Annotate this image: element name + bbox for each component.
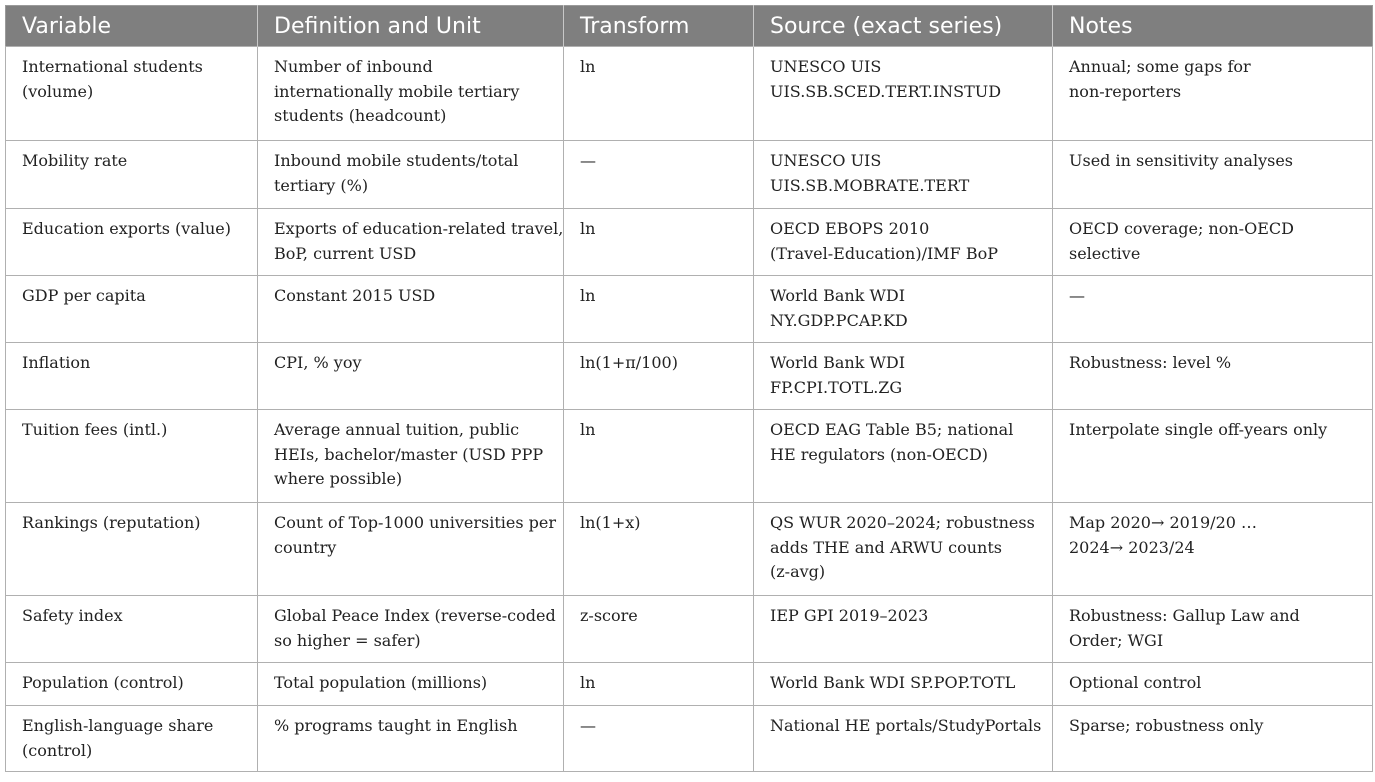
cell-definition — [258, 276, 564, 343]
cell-line: FP.CPI.TOTL.ZG — [770, 377, 903, 397]
cell-variable — [6, 209, 258, 276]
cell-line: UIS.SB.MOBRATE.TERT — [770, 175, 970, 195]
cell-variable — [6, 47, 258, 141]
cell-line: Inbound mobile students/total — [274, 151, 519, 170]
cell-line: country — [274, 537, 337, 557]
cell-line: — — [580, 151, 596, 170]
cell-definition — [258, 343, 564, 410]
cell-line: GDP per capita — [22, 286, 146, 305]
table-row — [6, 47, 1373, 141]
cell-line: Tuition fees (intl.) — [22, 420, 168, 439]
cell-variable — [6, 276, 258, 343]
cell-transform — [564, 47, 754, 141]
cell-line: Total population (millions) — [274, 673, 488, 692]
cell-line: Inflation — [22, 353, 91, 372]
table-row — [6, 343, 1373, 410]
cell-line: Map 2020→ 2019/20 … — [1069, 513, 1258, 532]
cell-line: (Travel-Education)/IMF BoP — [770, 243, 999, 263]
cell-source — [754, 663, 1053, 706]
cell-line: World Bank WDI — [770, 286, 906, 305]
cell-line: ln(1+x) — [580, 513, 641, 532]
cell-variable — [6, 503, 258, 596]
cell-line: so higher = safer) — [274, 630, 421, 650]
cell-line: Sparse; robustness only — [1069, 716, 1264, 735]
cell-notes — [1053, 503, 1373, 596]
cell-notes — [1053, 663, 1373, 706]
table-header — [6, 6, 1373, 47]
cell-definition — [258, 663, 564, 706]
cell-line: Population (control) — [22, 673, 184, 692]
cell-line: UNESCO UIS — [770, 57, 882, 76]
cell-line: OECD EAG Table B5; national — [770, 420, 1014, 439]
cell-line: where possible) — [274, 469, 403, 488]
cell-variable — [6, 343, 258, 410]
cell-source — [754, 503, 1053, 596]
cell-line: — — [580, 716, 596, 735]
cell-line: Rankings (reputation) — [22, 513, 201, 532]
cell-line: selective — [1069, 243, 1141, 263]
cell-line: Exports of education-related travel, — [274, 219, 564, 238]
cell-line: BoP, current USD — [274, 243, 417, 263]
cell-line: CPI, % yoy — [274, 353, 362, 372]
cell-line: NY.GDP.PCAP.KD — [770, 310, 908, 330]
table-row — [6, 706, 1373, 772]
cell-notes — [1053, 276, 1373, 343]
cell-line: Robustness: Gallup Law and — [1069, 606, 1300, 625]
cell-line: ln — [580, 219, 596, 238]
cell-line: (z-avg) — [770, 562, 826, 581]
table-row — [6, 141, 1373, 209]
cell-line: Mobility rate — [22, 151, 128, 170]
cell-transform — [564, 410, 754, 503]
cell-source — [754, 141, 1053, 209]
cell-line: HEIs, bachelor/master (USD PPP — [274, 444, 544, 464]
cell-line: QS WUR 2020–2024; robustness — [770, 513, 1035, 532]
cell-line: z-score — [580, 606, 638, 625]
table-row — [6, 276, 1373, 343]
cell-variable — [6, 706, 258, 772]
cell-line: World Bank WDI — [770, 353, 906, 372]
cell-definition — [258, 47, 564, 141]
header-row — [6, 6, 1373, 47]
cell-source — [754, 343, 1053, 410]
cell-line: % programs taught in English — [274, 716, 518, 735]
cell-notes — [1053, 209, 1373, 276]
cell-transform — [564, 209, 754, 276]
cell-line: ln(1+π/100) — [580, 353, 678, 372]
cell-variable — [6, 410, 258, 503]
header-source: Source (exact series) — [754, 6, 1053, 47]
cell-transform — [564, 276, 754, 343]
cell-line: Constant 2015 USD — [274, 286, 436, 305]
cell-line: OECD coverage; non-OECD — [1069, 219, 1294, 238]
cell-transform — [564, 503, 754, 596]
cell-line: International students — [22, 57, 203, 76]
cell-transform — [564, 343, 754, 410]
cell-notes — [1053, 410, 1373, 503]
table-row — [6, 503, 1373, 596]
table-body — [6, 47, 1373, 772]
cell-line: National HE portals/StudyPortals — [770, 716, 1042, 735]
cell-line: Order; WGI — [1069, 630, 1164, 650]
cell-line: tertiary (%) — [274, 175, 369, 195]
cell-line: Annual; some gaps for — [1069, 57, 1251, 76]
cell-line: Average annual tuition, public — [274, 420, 520, 439]
cell-line: 2024→ 2023/24 — [1069, 537, 1195, 557]
cell-source — [754, 276, 1053, 343]
cell-line: Education exports (value) — [22, 219, 231, 238]
cell-notes — [1053, 343, 1373, 410]
cell-definition — [258, 209, 564, 276]
cell-line: Robustness: level % — [1069, 353, 1232, 372]
cell-line: UIS.SB.SCED.TERT.INSTUD — [770, 81, 1002, 101]
cell-variable — [6, 141, 258, 209]
cell-line: Used in sensitivity analyses — [1069, 151, 1293, 170]
cell-line: World Bank WDI SP.POP.TOTL — [770, 673, 1016, 692]
cell-line: Safety index — [22, 606, 123, 625]
cell-line: Global Peace Index (reverse-coded — [274, 606, 556, 625]
cell-transform — [564, 663, 754, 706]
cell-source — [754, 410, 1053, 503]
cell-line: internationally mobile tertiary — [274, 81, 520, 101]
cell-line: Optional control — [1069, 673, 1202, 692]
variables-table-container — [5, 5, 1372, 777]
cell-notes — [1053, 47, 1373, 141]
cell-line: UNESCO UIS — [770, 151, 882, 170]
header-transform: Transform — [564, 6, 754, 47]
table-row — [6, 410, 1373, 503]
cell-line: adds THE and ARWU counts — [770, 537, 1002, 557]
cell-line: English-language share — [22, 716, 214, 735]
cell-source — [754, 209, 1053, 276]
cell-line: (volume) — [22, 81, 94, 101]
cell-line: ln — [580, 420, 596, 439]
cell-line: (control) — [22, 740, 93, 760]
cell-line: Count of Top-1000 universities per — [274, 513, 557, 532]
cell-notes — [1053, 141, 1373, 209]
cell-transform — [564, 596, 754, 663]
cell-line: students (headcount) — [274, 106, 447, 125]
header-notes: Notes — [1053, 6, 1373, 47]
cell-definition — [258, 503, 564, 596]
cell-source — [754, 596, 1053, 663]
cell-line: ln — [580, 673, 596, 692]
cell-definition — [258, 141, 564, 209]
cell-line: HE regulators (non-OECD) — [770, 444, 989, 464]
table-row — [6, 209, 1373, 276]
cell-source — [754, 706, 1053, 772]
header-definition: Definition and Unit — [258, 6, 564, 47]
cell-definition — [258, 596, 564, 663]
cell-line: Number of inbound — [274, 57, 433, 76]
cell-transform — [564, 141, 754, 209]
cell-line: Interpolate single off-years only — [1069, 420, 1328, 439]
cell-line: IEP GPI 2019–2023 — [770, 606, 929, 625]
cell-variable — [6, 596, 258, 663]
cell-line: non-reporters — [1069, 81, 1182, 101]
cell-line: ln — [580, 286, 596, 305]
table-row — [6, 663, 1373, 706]
cell-transform — [564, 706, 754, 772]
variables-table — [5, 5, 1373, 772]
cell-source — [754, 47, 1053, 141]
header-variable: Variable — [6, 6, 258, 47]
cell-variable — [6, 663, 258, 706]
cell-definition — [258, 706, 564, 772]
cell-line: — — [1069, 286, 1085, 305]
cell-line: ln — [580, 57, 596, 76]
cell-definition — [258, 410, 564, 503]
cell-notes — [1053, 706, 1373, 772]
cell-notes — [1053, 596, 1373, 663]
table-row — [6, 596, 1373, 663]
cell-line: OECD EBOPS 2010 — [770, 219, 930, 238]
